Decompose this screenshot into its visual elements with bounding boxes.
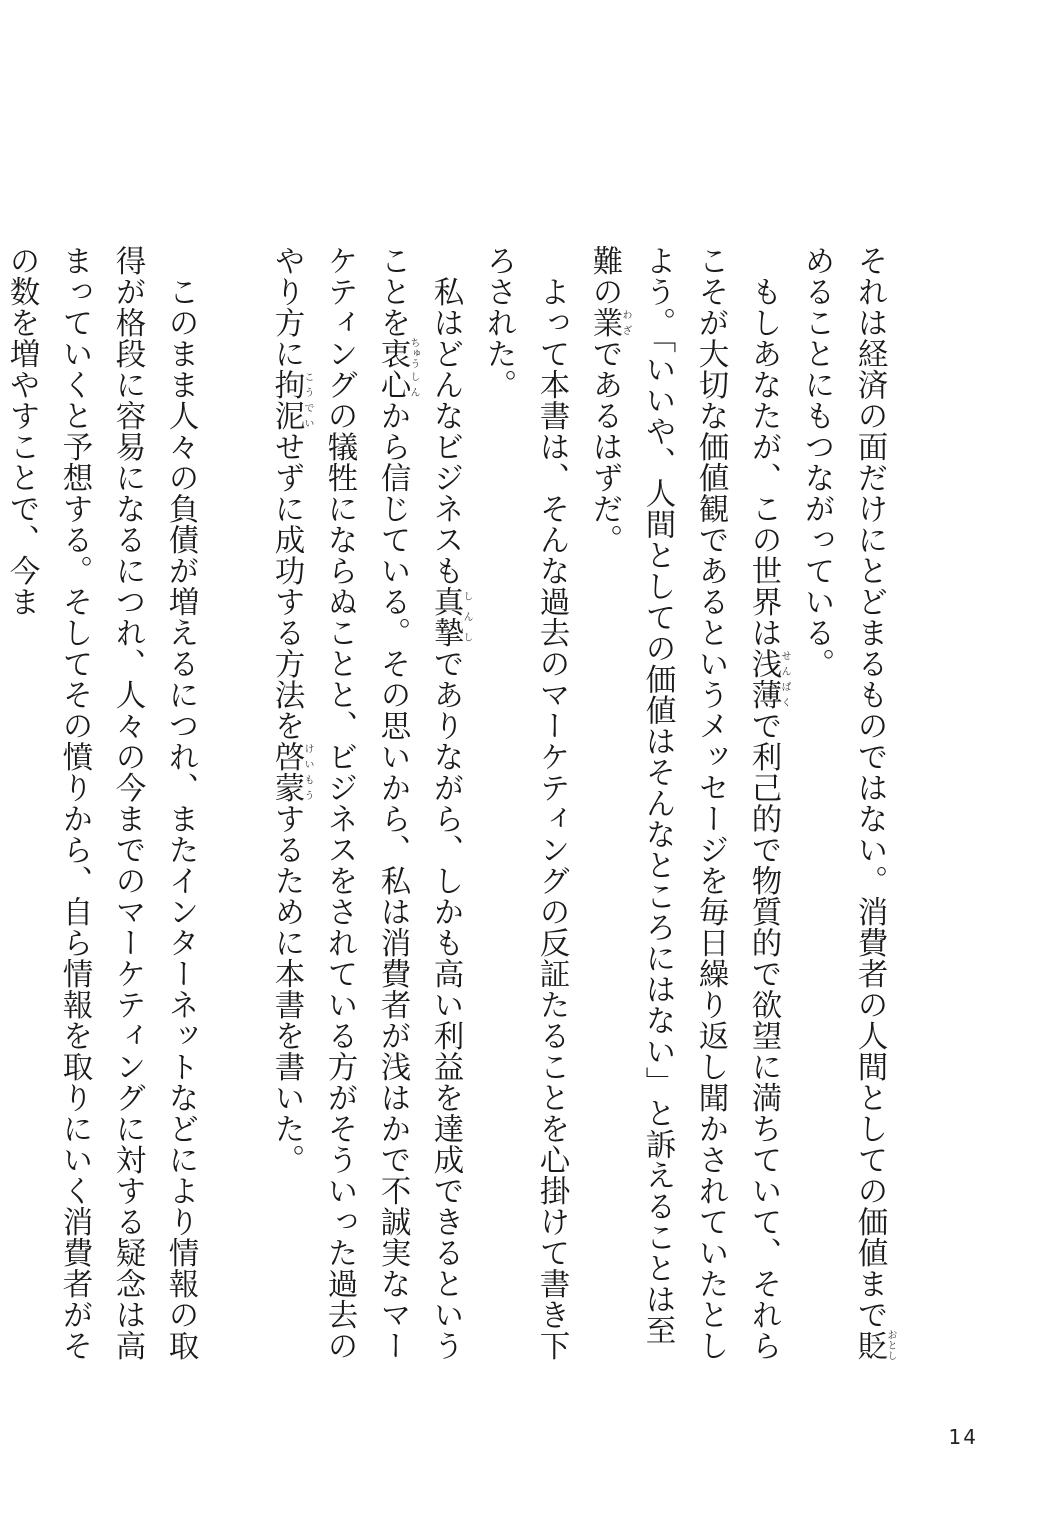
ruby-word bbox=[269, 369, 313, 431]
text-run: めることにもつながっている。 bbox=[799, 245, 834, 679]
ruby-base: 啓蒙 bbox=[269, 741, 304, 803]
ruby-word bbox=[746, 647, 790, 710]
ruby-reading: こうでい bbox=[302, 369, 313, 431]
ruby-reading: けいもう bbox=[302, 741, 313, 803]
ruby-reading: せんぱく bbox=[779, 647, 790, 710]
ruby-reading: しん bbox=[408, 369, 419, 401]
text-run: このまま人々の負債が増えるにつれ、またインターネットなどにより情報の取得が格段に容易になるにつれ、人々の今までのマーケティングに対する疑念は高まっていくと予想する。そしてその憤りから、自ら情報を取りにいく消費者がその数を増やすことで、今ま bbox=[4, 245, 198, 1361]
text-run: でありながら、しかも高い利益を達成できるということを bbox=[375, 245, 463, 1361]
ruby-word bbox=[375, 337, 419, 370]
ruby-base: 浅薄 bbox=[746, 647, 781, 710]
paragraph bbox=[578, 245, 790, 1375]
text-run: で利己的で物質的で欲望に満ちていて、それらこそが大切な価値観であるというメッセージを毎日繰り返し聞かされていたとしよう。「いいや、人間としての価値はそんなところにはない」と訴えることは至難の bbox=[587, 245, 781, 1361]
text-run: であるはずだ。 bbox=[587, 338, 622, 555]
ruby-word bbox=[375, 369, 419, 401]
ruby-base: 拘泥 bbox=[269, 369, 304, 431]
paragraph bbox=[0, 245, 207, 1375]
ruby-word bbox=[587, 307, 631, 338]
text-run: よって本書は、そんな過去のマーケティングの反証たることを心掛けて書き下ろされた。 bbox=[481, 245, 569, 1361]
paragraph bbox=[790, 245, 896, 1375]
paragraph bbox=[472, 245, 578, 1375]
ruby-base: 真摯 bbox=[428, 585, 463, 648]
body-text bbox=[0, 245, 896, 1375]
ruby-base: 衷 bbox=[375, 337, 410, 370]
text-run: するために本書を書いた。 bbox=[269, 803, 304, 1175]
ruby-word bbox=[269, 741, 313, 803]
ruby-base: 業 bbox=[587, 307, 622, 338]
ruby-base: 貶 bbox=[852, 1329, 887, 1362]
text-run: もしあなたが、この世界は bbox=[746, 275, 781, 648]
text-run: から信じている。その思いから、私は消費者が浅はかで不誠実なマーケティングの犠牲にならぬことと、ビジネスをされている方がそういった過去のやり方に bbox=[269, 245, 410, 1362]
text-run: せずに成功する方法を bbox=[269, 431, 304, 741]
ruby-reading: しんし bbox=[461, 585, 472, 648]
ruby-word bbox=[428, 585, 472, 648]
ruby-word bbox=[852, 1329, 896, 1362]
page-number: 14 bbox=[948, 1425, 978, 1449]
paragraph bbox=[260, 245, 472, 1375]
ruby-reading: わざ bbox=[620, 307, 631, 338]
paragraph-spacer bbox=[207, 245, 260, 1375]
ruby-reading: おとし bbox=[885, 1329, 896, 1362]
ruby-base: 心 bbox=[375, 369, 410, 401]
text-run: 私はどんなビジネスも bbox=[428, 275, 463, 586]
ruby-reading: ちゅう bbox=[408, 337, 419, 370]
text-run: それは経済の面だけにとどまるものではない。消費者の人間としての価値まで bbox=[852, 245, 887, 1330]
